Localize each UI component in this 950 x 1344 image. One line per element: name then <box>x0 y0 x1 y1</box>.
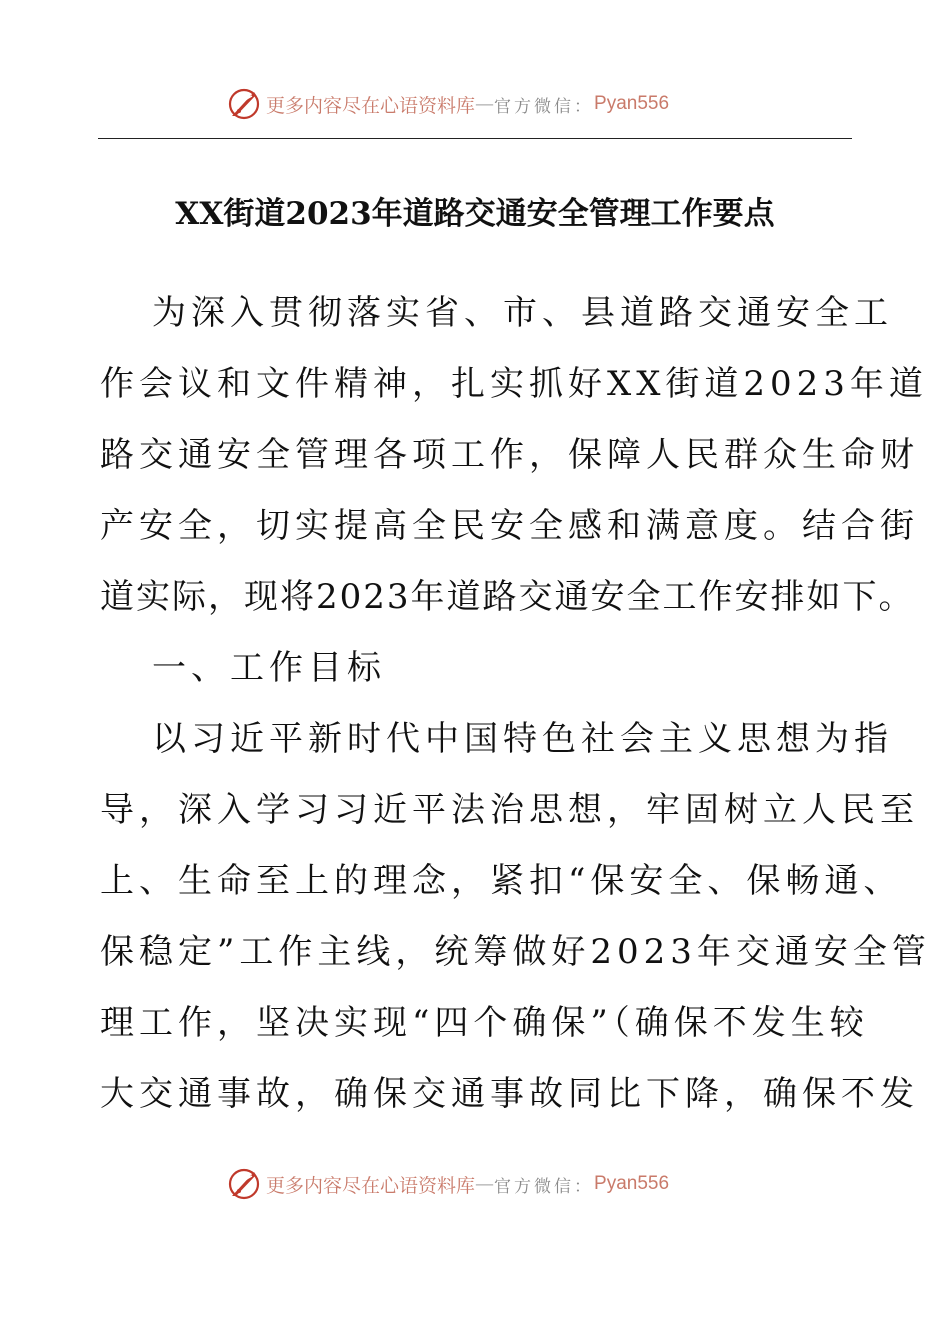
document-body <box>100 278 931 1130</box>
text-line: 上、生命至上的理念，紧扣“保安全、保畅通、 <box>100 861 903 901</box>
brand-dash: — <box>475 1173 495 1195</box>
brand-dash: — <box>475 93 495 115</box>
section-heading-goals <box>100 633 852 704</box>
wechat-label: 官方微信： <box>494 1176 595 1197</box>
quill-circle-icon <box>226 1166 262 1202</box>
text-line: 道实际，现将2023年道路交通安全工作安排如下。 <box>100 577 915 617</box>
paragraph-goals <box>100 704 931 1130</box>
quill-circle-icon <box>226 86 262 122</box>
paragraph-intro <box>100 278 928 633</box>
text-line: 大交通事故，确保交通事故同比下降，确保不发 <box>100 1074 919 1114</box>
section-heading: 一、工作目标 <box>152 648 386 688</box>
wechat-label: 官方微信： <box>494 96 595 117</box>
wechat-id: Pyan556 <box>594 93 670 114</box>
brand-name: 更多内容尽在心语资料库 <box>266 94 476 117</box>
footer-watermark <box>226 1164 669 1204</box>
brand-name: 更多内容尽在心语资料库 <box>266 1174 476 1197</box>
text-line: 作会议和文件精神，扎实抓好XX街道2023年道 <box>100 364 928 404</box>
text-line: 产安全，切实提高全民安全感和满意度。结合街 <box>100 506 919 546</box>
header-divider <box>98 138 852 139</box>
document-title: XX街道2023年道路交通安全管理工作要点 <box>175 196 775 232</box>
text-line: 导，深入学习习近平法治思想，牢固树立人民至 <box>100 790 919 830</box>
text-line: 路交通安全管理各项工作，保障人民群众生命财 <box>100 435 919 475</box>
text-line: 为深入贯彻落实省、市、县道路交通安全工 <box>152 293 893 333</box>
header-watermark <box>226 84 669 124</box>
wechat-id: Pyan556 <box>594 1173 670 1194</box>
text-line: 理工作，坚决实现“四个确保”（确保不发生较 <box>100 1003 869 1043</box>
text-line: 保稳定”工作主线，统筹做好2023年交通安全管 <box>100 932 931 972</box>
text-line: 以习近平新时代中国特色社会主义思想为指 <box>152 719 893 759</box>
